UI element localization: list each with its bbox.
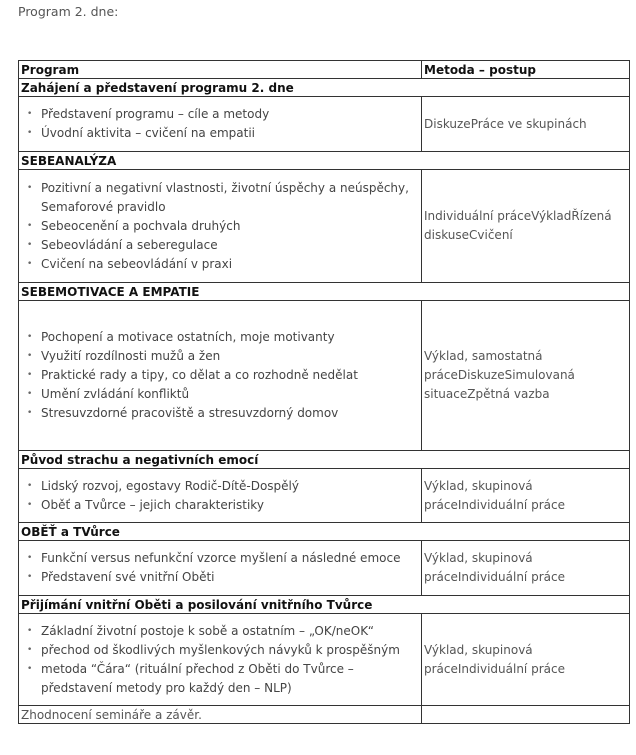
section-title-row	[19, 523, 630, 541]
list-item: • Sebeocenění a pochvala druhých	[26, 217, 419, 236]
list-item: • Základní životní postoje k sobě a ostatním – „OK/neOK“	[26, 622, 419, 641]
method-cell: Výklad, samostatná práceDiskuzeSimulovaná situaceZpětná vazba	[422, 301, 630, 451]
method-cell: Individuální práceVýkladŘízená diskuseCvičení	[422, 170, 630, 283]
list-item: • Funkční versus nefunkční vzorce myšlení a následné emoce	[26, 549, 419, 568]
section-title-row	[19, 596, 630, 614]
method-cell: Výklad, skupinová práceIndividuální práce	[422, 469, 630, 523]
list-item: • Oběť a Tvůrce – jejich charakteristiky	[26, 496, 419, 515]
header-program: Program	[19, 61, 422, 79]
section-items	[19, 541, 422, 596]
list-item: • Lidský rozvoj, egostavy Rodič-Dítě-Dospělý	[26, 477, 419, 496]
list-item: • Představení programu – cíle a metody	[26, 105, 419, 124]
section-content-row	[19, 301, 630, 451]
list-item: • Cvičení na sebeovládání v praxi	[26, 255, 419, 274]
section-items	[19, 97, 422, 152]
section-items	[19, 469, 422, 523]
section-title: OBĚŤ a TVůrce	[19, 523, 630, 541]
section-items	[19, 614, 422, 706]
list-item: • Stresuvzdorné pracoviště a stresuvzdorný domov	[26, 404, 419, 423]
method-cell: Výklad, skupinová práceIndividuální práce	[422, 614, 630, 706]
closing-text: Zhodnocení semináře a závěr.	[19, 706, 422, 724]
program-table	[18, 60, 630, 724]
list-item: • Pozitivní a negativní vlastnosti, životní úspěchy a neúspěchy, Semaforové pravidlo	[26, 179, 419, 217]
list-item: • Praktické rady a tipy, co dělat a co rozhodně nedělat	[26, 366, 419, 385]
section-content-row	[19, 469, 630, 523]
list-item: • Pochopení a motivace ostatních, moje motivanty	[26, 328, 419, 347]
method-cell: Výklad, skupinová práceIndividuální práce	[422, 541, 630, 596]
section-items	[19, 301, 422, 451]
section-title-row	[19, 283, 630, 301]
method-cell: DiskuzePráce ve skupinách	[422, 97, 630, 152]
section-content-row	[19, 97, 630, 152]
list-item: • Umění zvládání konfliktů	[26, 385, 419, 404]
section-title: Zahájení a představení programu 2. dne	[19, 79, 630, 97]
list-item: • Využití rozdílnosti mužů a žen	[26, 347, 419, 366]
section-content-row	[19, 541, 630, 596]
page-title: Program 2. dne:	[18, 4, 119, 19]
list-item: • metoda “Čára“ (rituální přechod z Oběti do Tvůrce – představení metody pro každý den – NLP)	[26, 660, 419, 698]
section-items	[19, 170, 422, 283]
section-content-row	[19, 614, 630, 706]
list-item: • Představení své vnitřní Oběti	[26, 568, 419, 587]
section-title-row	[19, 152, 630, 170]
table-header-row	[19, 61, 630, 79]
section-title-row	[19, 451, 630, 469]
section-title: SEBEANALÝZA	[19, 152, 630, 170]
list-item: • přechod od škodlivých myšlenkových návyků k prospěšným	[26, 641, 419, 660]
list-item: • Úvodní aktivita – cvičení na empatii	[26, 124, 419, 143]
section-title: Přijímání vnitřní Oběti a posilování vnitřního Tvůrce	[19, 596, 630, 614]
list-item: • Sebeovládání a seberegulace	[26, 236, 419, 255]
header-method: Metoda – postup	[422, 61, 630, 79]
section-title: SEBEMOTIVACE A EMPATIE	[19, 283, 630, 301]
closing-method-empty	[422, 706, 630, 724]
section-title-row	[19, 79, 630, 97]
section-content-row	[19, 170, 630, 283]
closing-row	[19, 706, 630, 724]
section-title: Původ strachu a negativních emocí	[19, 451, 630, 469]
